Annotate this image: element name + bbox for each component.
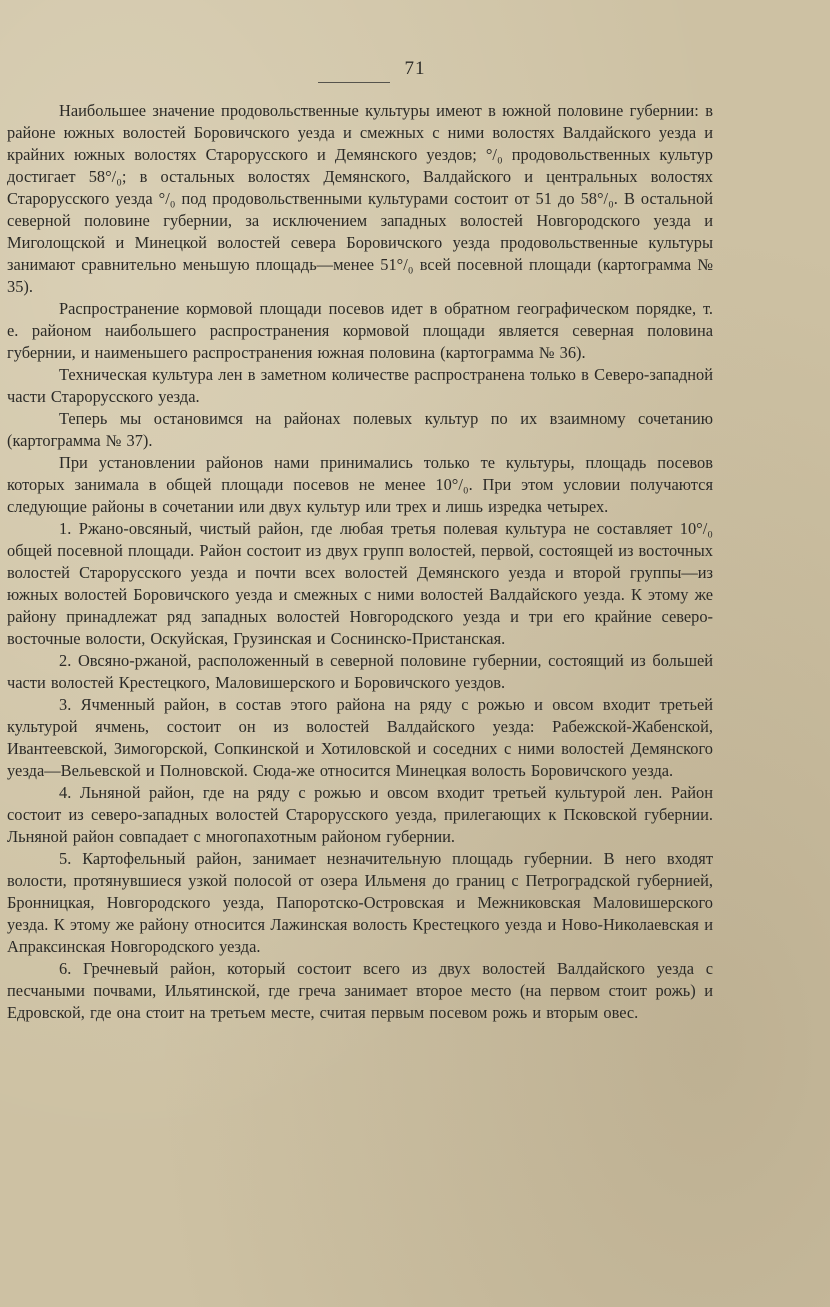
paragraph-region-2: 2. Овсяно-ржаной, расположенный в северной половине губернии, состоящий из большей части волостей Крестецкого, Маловишерского и Боровичского уездов.: [7, 651, 713, 692]
paragraph-food-crops: Наибольшее значение продовольственные культуры имеют в южной половине губернии: в районе южных волостей Боровичского уезда и смежных с ними волостях Валдайского уезда и крайних южных волостях Старорусского и Демянского уездов; °/₀ продовольственных культур достигает 58°/₀; в остальных волостях Демянского, Валдайского и центральных волостях Старорусского уезда °/₀ под продовольственными культурами состоит от 51 до 58°/₀. В остальной северной половине губернии, за исключением западных волостей Новгородского уезда и Миголощской и Минецкой волостей севера Боровичского уезда продовольственные культуры занимают сравнительно меньшую площадь—менее 51°/₀ всей посевной площади (картограмма № 35).: [7, 101, 713, 296]
paragraph-combinations: Теперь мы остановимся на районах полевых культур по их взаимному сочетанию (картограмма № 37).: [7, 409, 713, 450]
paragraph-flax: Техническая культура лен в заметном количестве распространена только в Северо-западной части Старорусского уезда.: [7, 365, 713, 406]
paragraph-region-4: 4. Льняной район, где на ряду с рожью и овсом входит третьей культурой лен. Район состоит из северо-западных волостей Старорусского уезда, прилегающих к Псковской губернии. Льняной район совпадает с многопахотным районом губернии.: [7, 783, 713, 846]
paragraph-region-1: 1. Ржано-овсяный, чистый район, где любая третья полевая культура не составляет 10°/₀ общей посевной площади. Район состоит из двух групп волостей, первой, состоящей из восточных волостей Старорусского уезда и почти всех волостей Демянского уезда и второй группы—из южных волостей Боровичского уезда и смежных с ними волостей Валдайского уезда. К этому же району принадлежат ряд западных волостей Новгородского уезда и три его крайние северо-восточные волости, Оскуйская, Грузинская и Соснинско-Пристанская.: [7, 519, 713, 648]
page-number: 71: [404, 58, 426, 79]
paragraph-region-6: 6. Гречневый район, который состоит всего из двух волостей Валдайского уезда с песчаными почвами, Ильятинской, где греча занимает второе место (на первом стоит рожь) и Едровской, где она стоит на третьем месте, считая первым посевом рожь и вторым овес.: [7, 959, 713, 1022]
page-number-rule: [318, 82, 390, 83]
text-body: [7, 100, 713, 1024]
paragraph-region-3: 3. Ячменный район, в состав этого района на ряду с рожью и овсом входит третьей культурой ячмень, состоит он из волостей Валдайского уезда: Рабежской-Жабенской, Ивантеевской, Зимогорской, Сопкинской и Хотиловской и соседних с ними волостей Демянского уезда—Вельевской и Полновской. Сюда-же относится Минецкая волость Боровичского уезда.: [7, 695, 713, 780]
paragraph-region-5: 5. Картофельный район, занимает незначительную площадь губернии. В него входят волости, протянувшиеся узкой полосой от озера Ильменя до границ с Петроградской губернией, Бронницкая, Новгородского уезда, Папоротско-Островская и Межниковская Маловишерского уезда. К этому же району относится Лажинская волость Крестецкого уезда и Ново-Николаевская и Апраксинская Новгородского уезда.: [7, 849, 713, 956]
paragraph-method: При установлении районов нами принимались только те культуры, площадь посевов которых занимала в общей площади посевов не менее 10°/₀. При этом условии получаются следующие районы в сочетании или двух культур или трех и лишь изредка четырех.: [7, 453, 713, 516]
paragraph-fodder: Распространение кормовой площади посевов идет в обратном географическом порядке, т. е. районом наибольшего распространения кормовой площади является северная половина губернии, и наименьшего распространения южная половина (картограмма № 36).: [7, 299, 713, 362]
